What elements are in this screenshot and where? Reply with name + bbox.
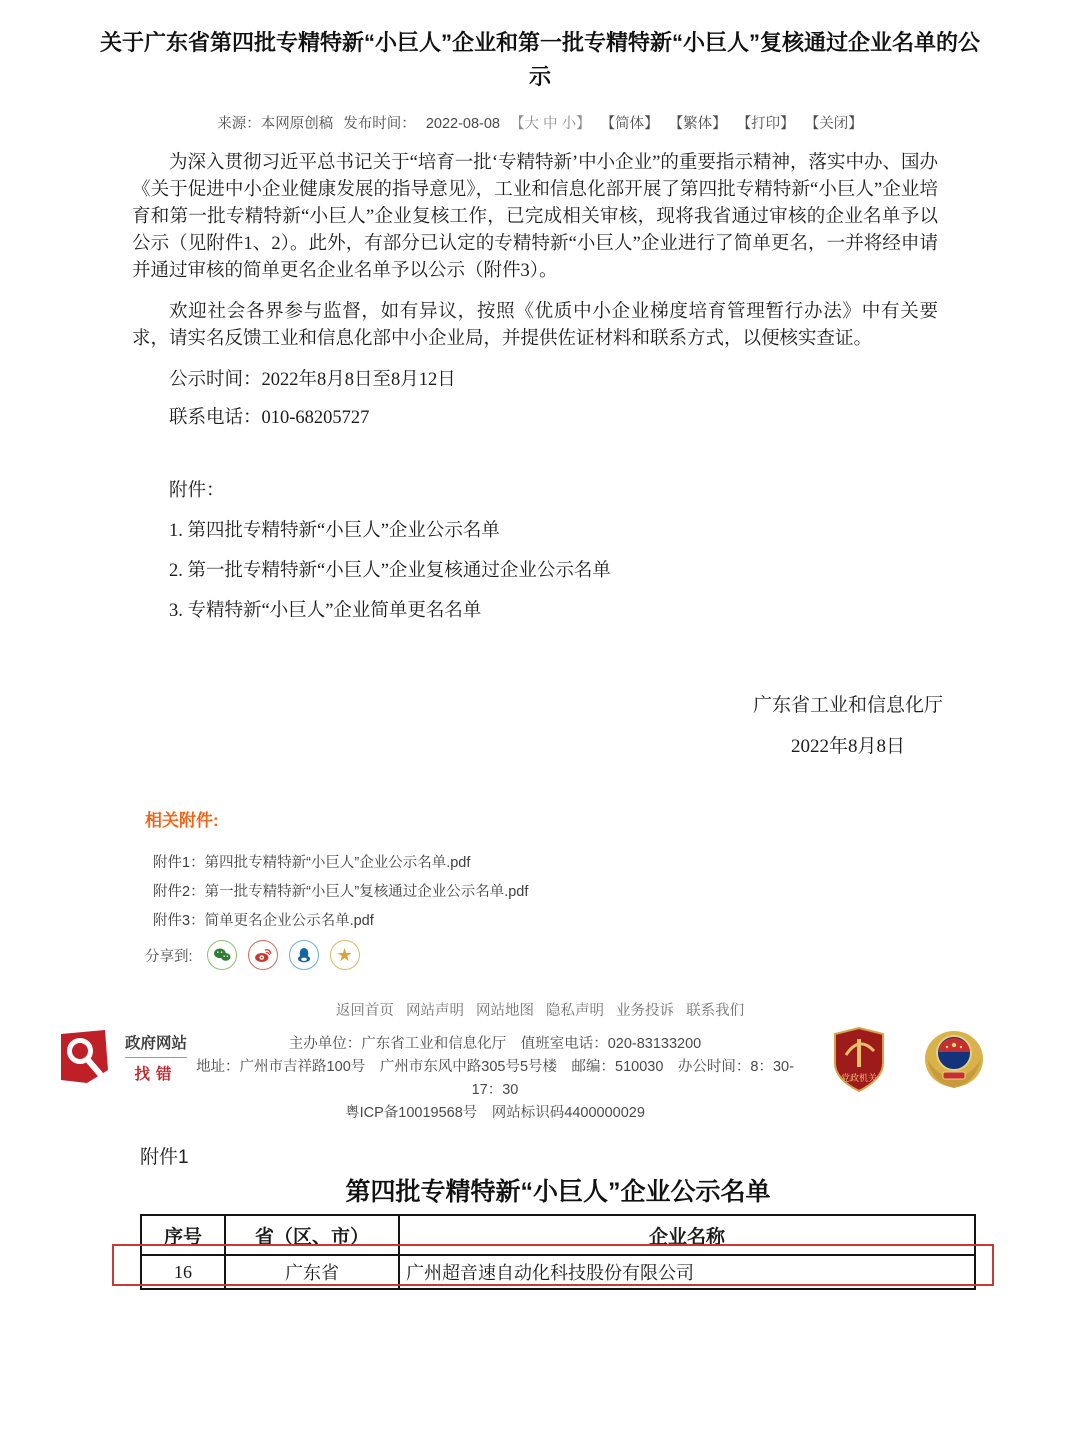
magnifier-flag-icon — [60, 1030, 116, 1084]
party-gov-badge-label: 党政机关 — [840, 1073, 878, 1083]
cell-company: 广州超音速自动化科技股份有限公司 — [399, 1255, 975, 1289]
issuer-name: 广东省工业和信息化厅 — [752, 695, 943, 716]
meta-publish-date: 2022-08-08 — [425, 116, 500, 132]
annex-table-wrap — [140, 1214, 976, 1290]
attachment-list — [132, 478, 938, 625]
wechat-share-button[interactable] — [207, 940, 237, 970]
police-badge-icon — [923, 1026, 985, 1090]
footer-nav-contact[interactable]: 联系我们 — [686, 1003, 745, 1019]
weibo-share-button[interactable] — [248, 940, 278, 970]
attachments-label: 附件： — [169, 481, 225, 501]
traditional-button[interactable]: 【繁体】 — [668, 116, 727, 132]
related-attachments — [145, 806, 528, 970]
footer — [0, 1026, 1080, 1121]
signature-block — [728, 690, 968, 758]
meta-publish-label: 发布时间： — [343, 116, 416, 132]
party-gov-badge[interactable] — [832, 1027, 886, 1098]
meta-source: 来源：本网原创稿 — [217, 116, 334, 132]
qzone-star-icon: ★ — [336, 945, 353, 965]
footer-address-line: 地址：广州市吉祥路100号 广州市东风中路305号5号楼 邮编：510030 办公时间：8：30-17：30 — [196, 1059, 794, 1098]
public-period: 公示时间：2022年8月8日至8月12日 — [169, 370, 456, 390]
annex-table — [140, 1214, 976, 1290]
wechat-icon — [212, 945, 232, 965]
footer-nav-complaint[interactable]: 业务投诉 — [616, 1003, 675, 1019]
annex-label: 附件1 — [140, 1147, 189, 1168]
issue-date: 2022年8月8日 — [790, 736, 905, 757]
table-row — [141, 1255, 975, 1289]
qq-icon — [294, 945, 314, 965]
cell-index: 16 — [141, 1255, 225, 1289]
paragraph-1: 为深入贯彻习近平总书记关于“培育一批‘专精特新’中小企业”的重要指示精神，落实中办、国办《关于促进中小企业健康发展的指导意见》，工业和信息化部开展了第四批专精特新“小巨人”企业培育和第一批专精特新“小巨人”企业复核工作，已完成相关审核，现将我省通过审核的企业名单予以公示（见附件1、2）。此外，有部分已认定的专精特新“小巨人”企业进行了简单更名，一并将经申请并通过审核的简单更名企业名单予以公示（附件3）。 — [132, 153, 938, 281]
related-attachment-link-1[interactable]: 附件1：第四批专精特新“小巨人”企业公示名单.pdf — [153, 855, 471, 871]
footer-info — [190, 1033, 800, 1125]
site-error-report-button[interactable] — [60, 1030, 187, 1084]
footer-nav-site-statement[interactable]: 网站声明 — [405, 1003, 464, 1019]
error-report-label-2: 找错 — [134, 1065, 178, 1083]
font-size-control[interactable]: 【大 中 小】 — [510, 116, 591, 132]
attachment-item-2: 2. 第一批专精特新“小巨人”企业复核通过企业公示名单 — [169, 561, 611, 581]
footer-nav-sitemap[interactable]: 网站地图 — [475, 1003, 534, 1019]
footer-nav-home[interactable]: 返回首页 — [335, 1003, 394, 1019]
error-report-label-1: 政府网站 — [125, 1031, 187, 1058]
close-button[interactable]: 【关闭】 — [804, 116, 863, 132]
attachment-item-3: 3. 专精特新“小巨人”企业简单更名名单 — [169, 601, 482, 621]
article-meta — [0, 112, 1080, 133]
contact-phone: 联系电话：010-68205727 — [169, 408, 370, 428]
related-attachment-link-3[interactable]: 附件3：简单更名企业公示名单.pdf — [153, 913, 374, 929]
cell-province: 广东省 — [225, 1255, 399, 1289]
table-header-row — [141, 1215, 975, 1255]
qzone-share-button[interactable] — [330, 940, 360, 970]
qq-share-button[interactable] — [289, 940, 319, 970]
share-label: 分享到: — [145, 948, 193, 965]
share-row — [145, 940, 528, 970]
footer-nav — [0, 999, 1080, 1020]
weibo-icon — [253, 945, 273, 965]
column-header-company: 企业名称 — [399, 1215, 975, 1255]
footer-icp-line: 粤ICP备10019568号 网站标识码4400000029 — [345, 1105, 645, 1121]
footer-host-line: 主办单位：广东省工业和信息化厅 值班室电话：020-83133200 — [288, 1036, 702, 1052]
paragraph-2: 欢迎社会各界参与监督，如有异议，按照《优质中小企业梯度培育管理暂行办法》中有关要求，请实名反馈工业和信息化部中小企业局，并提供佐证材料和联系方式，以便核实查证。 — [132, 302, 938, 349]
annex-table-title: 第四批专精特新“小巨人”企业公示名单 — [345, 1178, 771, 1206]
footer-nav-privacy[interactable]: 隐私声明 — [546, 1003, 605, 1019]
related-attachment-link-2[interactable]: 附件2：第一批专精特新“小巨人”复核通过企业公示名单.pdf — [153, 884, 529, 900]
police-badge[interactable] — [923, 1026, 985, 1095]
party-gov-shield-icon — [832, 1027, 886, 1093]
attachment-item-1: 1. 第四批专精特新“小巨人”企业公示名单 — [169, 521, 500, 541]
column-header-index: 序号 — [141, 1215, 225, 1255]
print-button[interactable]: 【打印】 — [736, 116, 795, 132]
page-title: 关于广东省第四批专精特新“小巨人”企业和第一批专精特新“小巨人”复核通过企业名单的公示 — [99, 30, 980, 89]
related-attachments-heading: 相关附件: — [145, 811, 219, 830]
simplified-button[interactable]: 【简体】 — [600, 116, 659, 132]
article-body — [132, 150, 938, 638]
column-header-province: 省（区、市） — [225, 1215, 399, 1255]
